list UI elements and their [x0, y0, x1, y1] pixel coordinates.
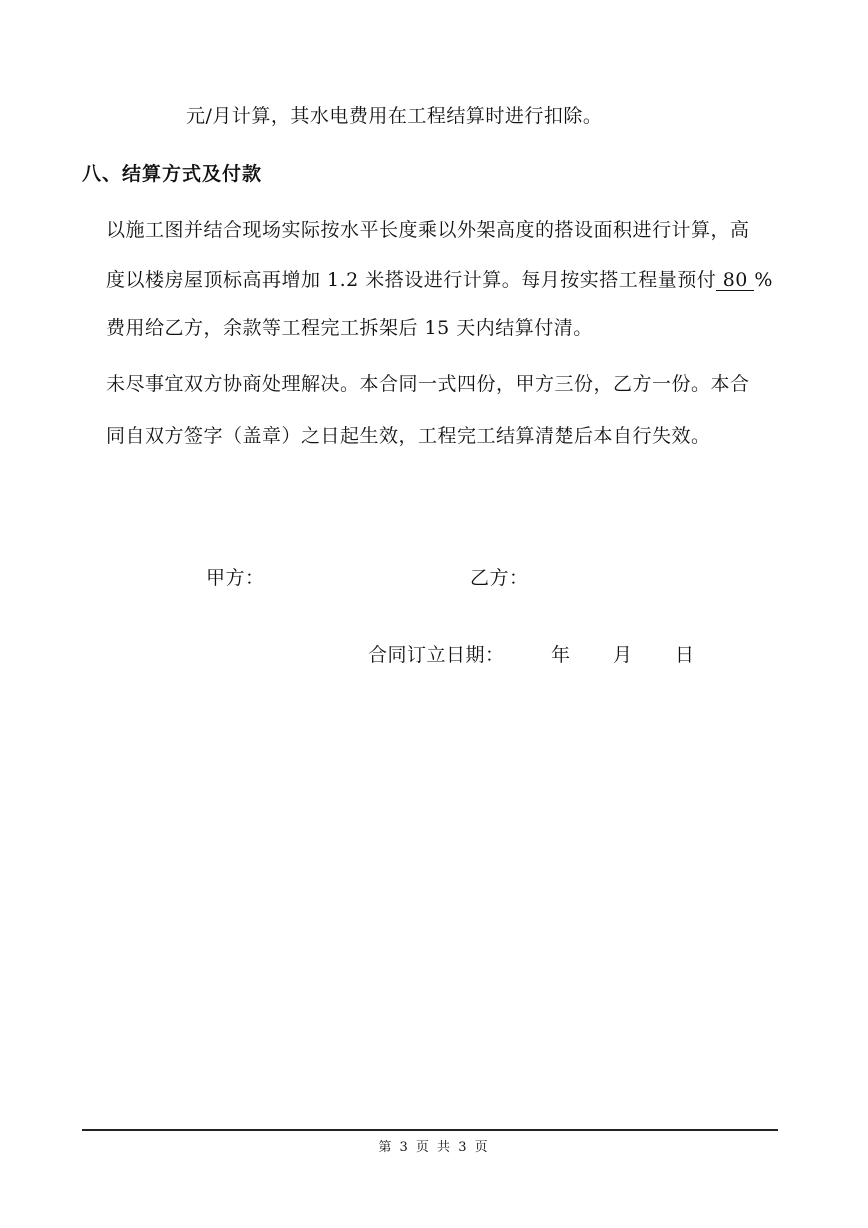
settlement-line-2-text: 度以楼房屋顶标高再增加 1.2 米搭设进行计算。每月按实搭工程量预付 — [106, 269, 717, 291]
settlement-paragraph-line-2 — [106, 268, 773, 292]
contract-date-label: 合同订立日期： — [368, 644, 505, 666]
party-b-label: 乙方： — [470, 567, 529, 589]
footer-divider — [82, 1129, 778, 1131]
date-month-label: 月 — [613, 644, 633, 666]
section-heading: 八、结算方式及付款 — [82, 163, 263, 185]
terms-paragraph-line-2: 同自双方签字（盖章）之日起生效，工程完工结算清楚后本自行失效。 — [106, 425, 711, 447]
percent-sign: % — [754, 269, 773, 291]
settlement-paragraph-line-1: 以施工图并结合现场实际按水平长度乘以外架高度的搭设面积进行计算，高 — [106, 219, 750, 241]
terms-paragraph-line-1: 未尽事宜双方协商处理解决。本合同一式四份，甲方三份，乙方一份。本合 — [106, 373, 750, 395]
party-a-label: 甲方： — [206, 567, 265, 589]
date-day-label: 日 — [675, 644, 695, 666]
settlement-paragraph-line-3: 费用给乙方，余款等工程完工拆架后 15 天内结算付清。 — [106, 317, 593, 339]
page-number-footer: 第 3 页 共 3 页 — [378, 1140, 490, 1155]
date-year-label: 年 — [551, 644, 571, 666]
advance-percent-blank: 80 — [716, 270, 754, 291]
carryover-line: 元/月计算，其水电费用在工程结算时进行扣除。 — [186, 105, 603, 127]
